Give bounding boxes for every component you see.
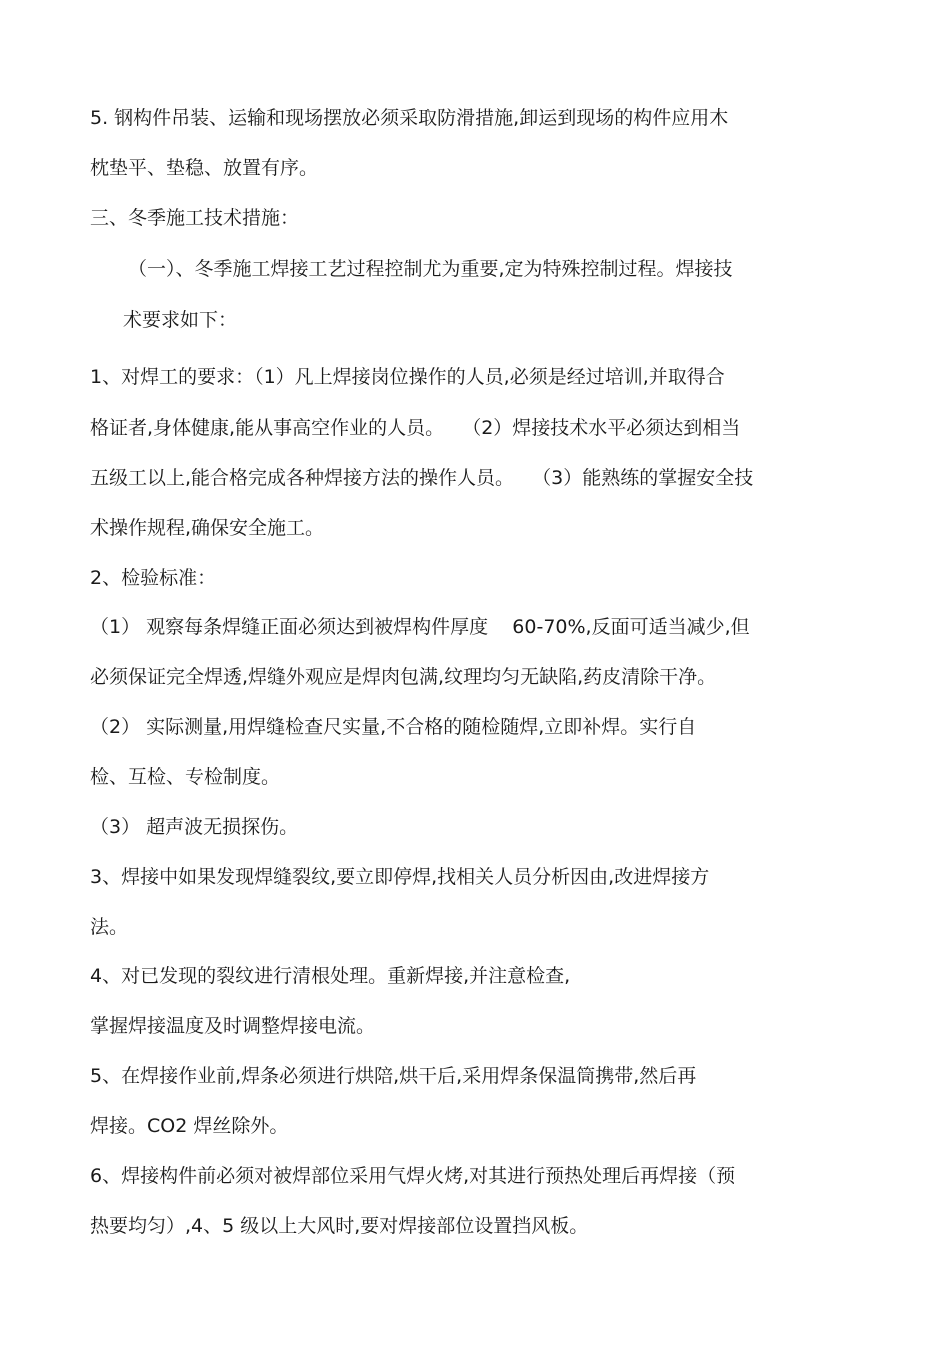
text-line-7: 格证者,身体健康,能从事高空作业的人员。 （2）焊接技术水平必须达到相当 [90,417,741,439]
text-line-17: 法。 [90,916,129,938]
text-line-2: 枕垫平、垫稳、放置有序。 [90,157,319,179]
text-line-13: （2） 实际测量,用焊缝检查尺实量,不合格的随检随焊,立即补焊。实行自 [90,716,697,738]
text-line-8: 五级工以上,能合格完成各种焊接方法的操作人员。 （3）能熟练的掌握安全技 [90,467,754,489]
text-line-23: 热要均匀）,4、5 级以上大风时,要对焊接部位设置挡风板。 [90,1215,589,1237]
text-line-10: 2、检验标准： [90,567,217,589]
text-line-9: 术操作规程,确保安全施工。 [90,517,325,539]
text-line-5: 术要求如下： [123,309,238,331]
section-heading-winter-construction: 三、冬季施工技术措施： [90,207,300,229]
text-line-18: 4、对已发现的裂纹进行清根处理。重新焊接,并注意检查, [90,965,571,987]
text-line-1: 5. 钢构件吊装、运输和现场摆放必须采取防滑措施,卸运到现场的构件应用木 [90,107,729,129]
text-line-19: 掌握焊接温度及时调整焊接电流。 [90,1015,376,1037]
subsection-heading-welding: （一）、冬季施工焊接工艺过程控制尤为重要,定为特殊控制过程。焊接技 [128,258,733,280]
text-line-11: （1） 观察每条焊缝正面必须达到被焊构件厚度 60-70%,反面可适当减少,但 [90,616,750,638]
text-line-6: 1、对焊工的要求：（1）凡上焊接岗位操作的人员,必须是经过培训,并取得合 [90,366,725,388]
text-line-15: （3） 超声波无损探伤。 [90,816,299,838]
text-line-21: 焊接。CO2 焊丝除外。 [90,1115,289,1137]
text-line-20: 5、在焊接作业前,焊条必须进行烘陪,烘干后,采用焊条保温筒携带,然后再 [90,1065,697,1087]
text-line-14: 检、互检、专检制度。 [90,766,281,788]
text-line-12: 必须保证完全焊透,焊缝外观应是焊肉包满,纹理均匀无缺陷,药皮清除干净。 [90,666,717,688]
text-line-16: 3、焊接中如果发现焊缝裂纹,要立即停焊,找相关人员分析因由,改进焊接方 [90,866,710,888]
text-line-22: 6、焊接构件前必须对被焊部位采用气焊火烤,对其进行预热处理后再焊接（预 [90,1165,736,1187]
